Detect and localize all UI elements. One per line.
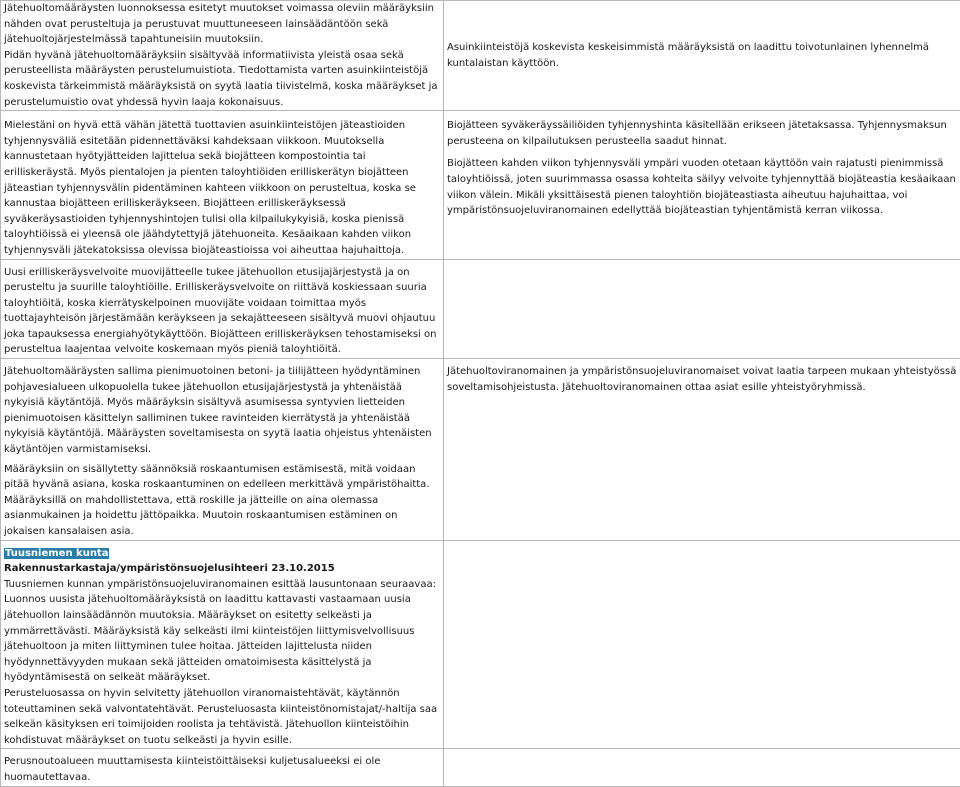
table-row <box>1 111 960 259</box>
organization-heading <box>4 546 440 562</box>
organization-name: Tuusniemen kunta <box>4 548 109 559</box>
comment-cell <box>1 1 444 111</box>
comment-paragraph: Uusi erilliskeräysvelvoite muovijätteelle tukee jätehuollon etusijajärjestystä ja on perusteltu ja suurille taloyhtiöille. Erilliskeräysvelvoite on riittävä koskiessaan suuria taloyhtiöitä, koska kierrätyskelpoinen muovijäte voidaan toimittaa myös tuottajayhteisön järjestämään keräykseen ja sekajätteeseen sisältyvä muovi ohjautuu joka tapauksessa energiahyötykäyttöön. Biojätteen erilliskeräyksen tehostamiseksi on perusteltua laajentaa velvoite koskemaan myös pieniä taloyhtiöitä. <box>4 265 440 359</box>
response-cell <box>444 749 960 786</box>
comment-cell <box>1 259 444 359</box>
table-row <box>1 1 960 111</box>
comment-paragraph: Jätehuoltomääräysten sallima pienimuotoinen betoni- ja tiilijätteen hyödyntäminen pohjavesialueen ulkopuolella tukee jätehuollon etusijajärjestystä ja yhtenäistää nykyisiä käytäntöjä. Myös määräyksin sisältyvä asumisessa syntyvien lietteiden pienimuotoisen käsittelyn salliminen tukee ravinteiden kierrätystä ja yhtenäistää nykyisiä käytäntöjä. Määräysten soveltamisesta on syytä laatia ohjeistus yhtenäisten käytäntöjen varmistamiseksi. <box>4 364 440 458</box>
table-row <box>1 259 960 359</box>
comment-cell <box>1 359 444 541</box>
response-cell <box>444 359 960 541</box>
comment-cell <box>1 749 444 786</box>
table-row <box>1 359 960 541</box>
response-cell <box>444 1 960 111</box>
comment-paragraph: Määräyksiin on sisällytetty säännöksiä roskaantumisen estämisestä, mitä voidaan pitää hyvänä asiana, koska roskaantuminen on edelleen merkittävä ympäristöhaitta. Määräyksillä on mahdollistettava, että roskille ja jätteille on aina olemassa asianmukainen ja hoidettu jättöpaikka. Muutoin roskaantumisen estäminen on jokaisen kansalaisen asia. <box>4 462 440 540</box>
comment-paragraph: Mielestäni on hyvä että vähän jätettä tuottavien asuinkiinteistöjen jäteastioiden tyhjennysväliä esitetään pidennettäväksi kahdeksaan viikkoon. Muutoksella kannustetaan hyötyjätteiden lajittelua sekä biojätteen kompostointia tai erilliskeräystä. Myös pientalojen ja pienten taloyhtiöiden erilliskerätyn biojätteen jäteastian tyhjennysvälin pidentäminen kahteen viikkoon on perusteltua, koska se kannustaa biojätteen erilliskeräykseen. Biojätteen erilliskeräyksessä syväkeräysastioiden tyhjennyshintojen tulisi olla kilpailukykyisiä, koska pienissä taloyhtiöissä ei yleensä ole jäähdytettyjä jätehuoneita. Kesäaikaan kahden viikon tyhjennysväli jätekatoksissa olevissa biojäteastioissa voi aiheuttaa hajuhaittoja. <box>4 118 440 258</box>
comment-paragraph: Luonnos uusista jätehuoltomääräyksistä on laadittu kattavasti vastaamaan uusia jätehuollon lainsäädännön muutoksia. Määräykset on esitetty selkeästi ja ymmärrettävästi. Määräyksistä käy selkeästi ilmi kiinteistöjen liittymisvelvollisuus jätehuoltoon ja miten liittyminen tulee hoitaa. Jätteiden lajittelusta niiden hyödynnettävyyden mukaan sekä jätteiden omatoimisesta käsittelystä ja hyödyntämisestä on selkeät määräykset. <box>4 592 440 686</box>
board-date: Rakennustarkastaja/ympäristönsuojelusihteeri 23.10.2015 <box>4 561 440 577</box>
comment-paragraph: Perusnoutoalueen muuttamisesta kiinteistöittäiseksi kuljetusalueeksi ei ole huomautettavaa. <box>4 754 440 785</box>
response-cell <box>444 259 960 359</box>
response-paragraph: Asuinkiinteistöjä koskevista keskeisimmistä määräyksistä on laadittu toivotunlainen lyhennelmä kuntalaistan käyttöön. <box>447 40 957 71</box>
comment-paragraph: Tuusniemen kunnan ympäristönsuojeluviranomainen esittää lausuntonaan seuraavaa: <box>4 577 440 593</box>
comment-paragraph: Perusteluosassa on hyvin selvitetty jätehuollon viranomaistehtävät, käytännön toteuttaminen sekä valvontatehtävät. Perusteluosasta kiinteistönomistajat/-haltija saa selkeän käsityksen eri toimijoiden roolista ja tehtävistä. Jätehuollon kiinteistöihin kohdistuvat määräykset on tuotu selkeästi ja hyvin esille. <box>4 686 440 748</box>
response-paragraph: Jätehuoltoviranomainen ja ympäristönsuojeluviranomaiset voivat laatia tarpeen mukaan yhteistyössä soveltamisohjeistusta. Jätehuoltoviranomainen ottaa asiat esille yhteistyöryhmissä. <box>447 364 957 395</box>
table-row <box>1 540 960 749</box>
comment-cell <box>1 111 444 259</box>
comment-paragraph: Jätehuoltomääräysten luonnoksessa esitetyt muutokset voimassa oleviin määräyksiin nähden ovat perusteltuja ja perustuvat muuttuneeseen lainsäädäntöön sekä jätehuoltojärjestelmässä tapahtuneisiin muutoksiin. <box>4 1 440 48</box>
comment-cell <box>1 540 444 749</box>
response-cell <box>444 540 960 749</box>
comment-paragraph: Pidän hyvänä jätehuoltomääräyksiin sisältyvää informatiivista yleistä osaa sekä perusteellista määräysten perustelumuistiota. Tiedottamista varten asuinkiinteistöjä koskevista tärkeimmistä määräyksistä on syytä laatia tiivistelmä, koska määräykset ja perustelumuistio ovat yhdessä hyvin laaja kokonaisuus. <box>4 48 440 110</box>
response-paragraph: Biojätteen kahden viikon tyhjennysväli ympäri vuoden otetaan käyttöön vain rajatusti pienimmissä taloyhtiöissä, joten suurimmassa osassa kohteita säilyy velvoite tyhjennyttää biojäteastia kesäaikaan viikon välein. Mikäli yksittäisestä pienen taloyhtiön biojäteastiasta aiheutuu hajuhaittaa, voi ympäristönsuojeluviranomainen edellyttää biojäteastian tyhjentämistä kerran viikossa. <box>447 156 957 218</box>
response-cell <box>444 111 960 259</box>
response-paragraph: Biojätteen syväkeräyssäiliöiden tyhjennyshinta käsitellään erikseen jätetaksassa. Tyhjennysmaksun perusteena on kilpailutuksen perusteella saadut hinnat. <box>447 118 957 149</box>
table-row <box>1 749 960 786</box>
